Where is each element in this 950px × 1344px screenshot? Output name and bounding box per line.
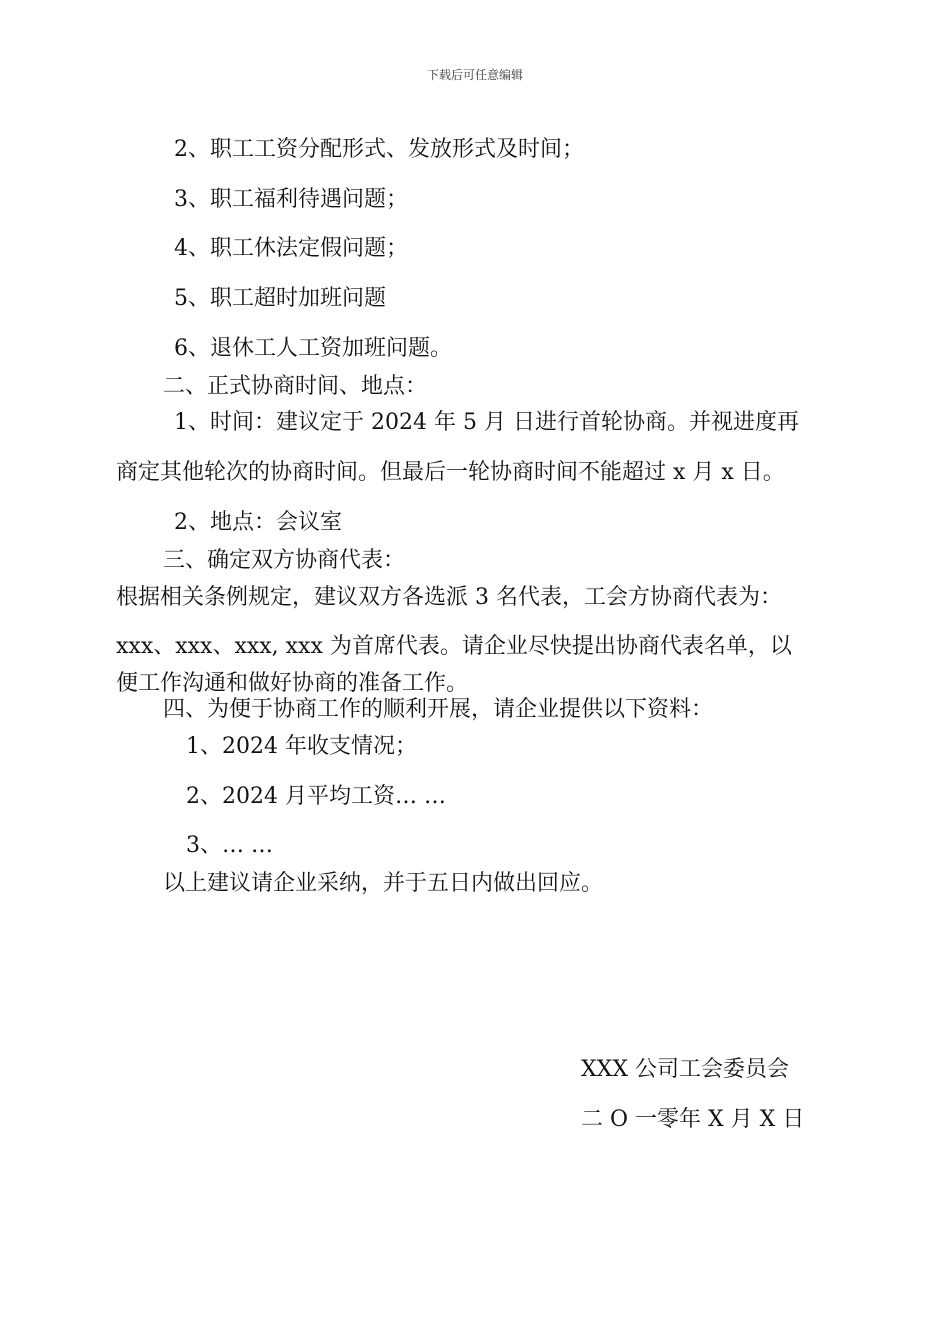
material-item-average-wage: 2、2024 月平均工资… …: [186, 784, 446, 809]
page-header-note: 下载后可任意编辑: [426, 68, 523, 82]
list-item-wage-distribution: 2、职工工资分配形式、发放形式及时间；: [174, 137, 584, 162]
representatives-line-3: 便工作沟通和做好协商的准备工作。: [116, 671, 469, 696]
list-item-retired-workers: 6、退休工人工资加班问题。: [174, 336, 452, 361]
signature-organization: XXX 公司工会委员会: [581, 1057, 789, 1082]
list-item-welfare: 3、职工福利待遇问题；: [174, 187, 408, 212]
time-paragraph-line-1: 1、时间：建议定于 2024 年 5 月 日进行首轮协商。并视进度再: [174, 410, 799, 435]
section-heading-time-place: 二、正式协商时间、地点：: [163, 374, 428, 399]
closing-paragraph: 以上建议请企业采纳，并于五日内做出回应。: [163, 871, 604, 896]
material-item-others: 3、… …: [186, 833, 273, 858]
place-line: 2、地点：会议室: [174, 510, 342, 535]
time-paragraph-line-2: 商定其他轮次的协商时间。但最后一轮协商时间不能超过 x 月 x 日。: [116, 460, 785, 485]
list-item-overtime: 5、职工超时加班问题: [174, 286, 386, 311]
material-item-income: 1、2024 年收支情况；: [186, 734, 417, 759]
list-item-statutory-holidays: 4、职工休法定假问题；: [174, 236, 408, 261]
representatives-line-2: xxx、xxx、xxx, xxx 为首席代表。请企业尽快提出协商代表名单，以: [116, 634, 792, 659]
section-heading-representatives: 三、确定双方协商代表：: [163, 548, 406, 573]
signature-date: 二 O 一零年 X 月 X 日: [581, 1107, 805, 1132]
representatives-line-1: 根据相关条例规定，建议双方各选派 3 名代表，工会方协商代表为：: [116, 585, 782, 610]
section-heading-materials: 四、为便于协商工作的顺利开展，请企业提供以下资料：: [163, 697, 714, 722]
